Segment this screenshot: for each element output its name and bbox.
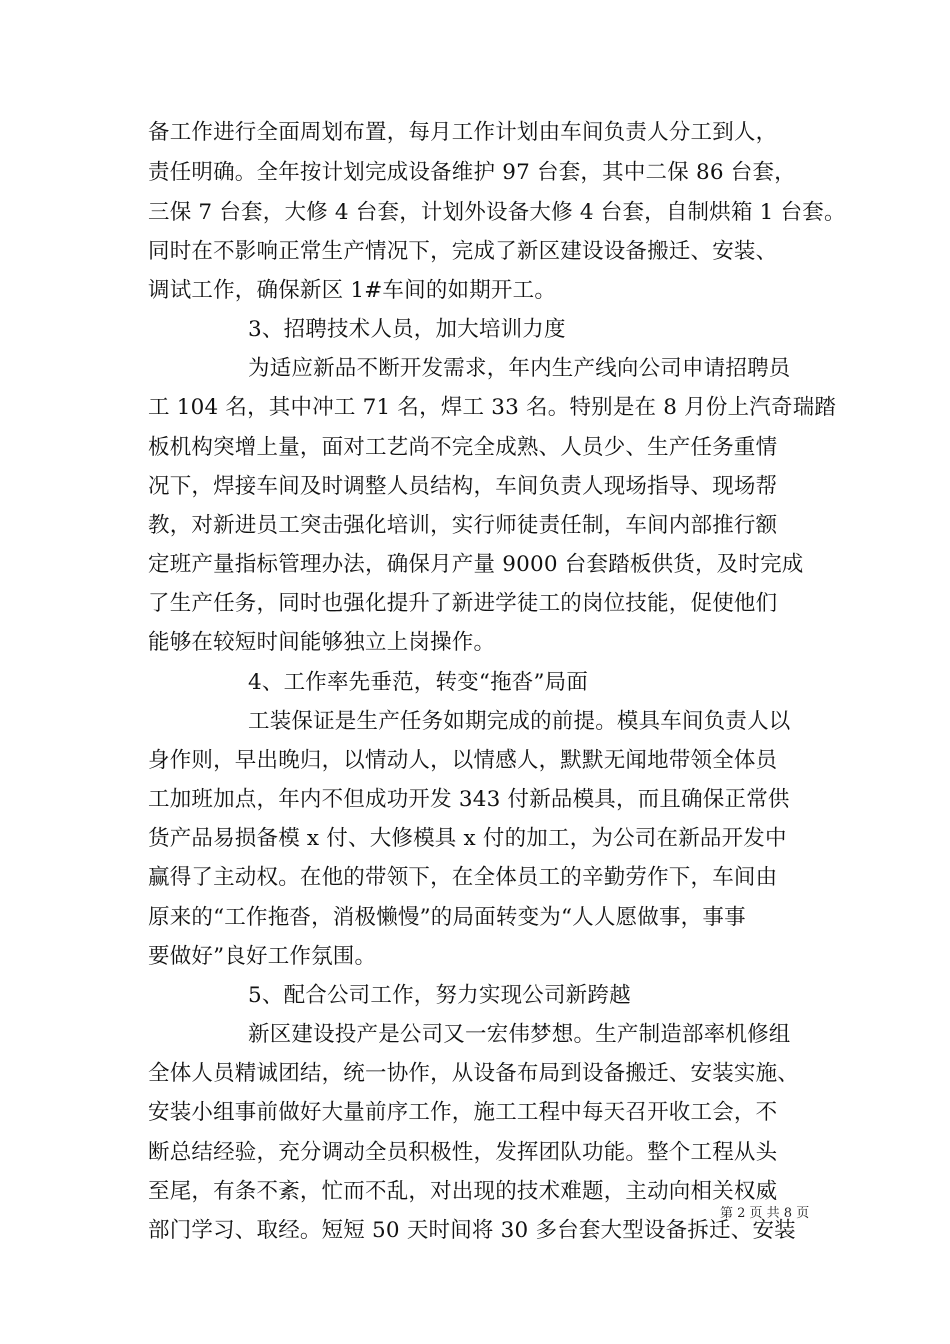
section-heading-5: 5、配合公司工作，努力实现公司新跨越: [248, 983, 631, 1008]
body-text-line: 新区建设投产是公司又一宏伟梦想。生产制造部率机修组: [248, 1022, 791, 1047]
body-text-line: 定班产量指标管理办法，确保月产量 9000 台套踏板供货，及时完成: [148, 552, 804, 577]
body-text-line: 备工作进行全面周划布置，每月工作计划由车间负责人分工到人，: [148, 120, 778, 145]
body-text-line: 工装保证是生产任务如期完成的前提。模具车间负责人以: [248, 709, 791, 734]
body-text-line: 况下，焊接车间及时调整人员结构，车间负责人现场指导、现场帮: [148, 474, 778, 499]
body-text-line: 原来的“工作拖沓，消极懒慢”的局面转变为“人人愿做事，事事: [148, 905, 746, 930]
body-text-line: 为适应新品不断开发需求，年内生产线向公司申请招聘员: [248, 356, 791, 381]
body-text-line: 同时在不影响正常生产情况下，完成了新区建设设备搬迁、安装、: [148, 239, 778, 264]
page-number-footer: 第 2 页 共 8 页: [720, 1206, 810, 1221]
body-text-line: 身作则，早出晚归，以情动人，以情感人，默默无闻地带领全体员: [148, 748, 778, 773]
body-text-line: 断总结经验，充分调动全员积极性，发挥团队功能。整个工程从头: [148, 1140, 778, 1165]
body-text-line: 部门学习、取经。短短 50 天时间将 30 多台套大型设备拆迁、安装: [148, 1218, 796, 1243]
body-text-line: 赢得了主动权。在他的带领下，在全体员工的辛勤劳作下，车间由: [148, 865, 778, 890]
body-text-line: 安装小组事前做好大量前序工作，施工工程中每天召开收工会，不: [148, 1100, 778, 1125]
body-text-line: 调试工作，确保新区 1#车间的如期开工。: [148, 278, 557, 303]
body-text-line: 板机构突增上量，面对工艺尚不完全成熟、人员少、生产任务重情: [148, 435, 778, 460]
body-text-line: 至尾，有条不紊，忙而不乱，对出现的技术难题，主动向相关权威: [148, 1179, 778, 1204]
body-text-line: 工加班加点，年内不但成功开发 343 付新品模具，而且确保正常供: [148, 787, 790, 812]
section-heading-4: 4、工作率先垂范，转变“拖沓”局面: [248, 670, 589, 695]
body-text-line: 货产品易损备模 x 付、大修模具 x 付的加工，为公司在新品开发中: [148, 826, 787, 851]
body-text-line: 工 104 名，其中冲工 71 名，焊工 33 名。特别是在 8 月份上汽奇瑞踏: [148, 395, 837, 420]
body-text-line: 了生产任务，同时也强化提升了新进学徒工的岗位技能，促使他们: [148, 591, 778, 616]
body-text-line: 全体人员精诚团结，统一协作，从设备布局到设备搬迁、安装实施、: [148, 1061, 800, 1086]
body-text-line: 三保 7 台套，大修 4 台套，计划外设备大修 4 台套，自制烘箱 1 台套。: [148, 200, 846, 225]
section-heading-3: 3、招聘技术人员，加大培训力度: [248, 317, 566, 342]
body-text-line: 教，对新进员工突击强化培训，实行师徒责任制，车间内部推行额: [148, 513, 778, 538]
body-text-line: 要做好”良好工作氛围。: [148, 944, 377, 969]
body-text-line: 能够在较短时间能够独立上岗操作。: [148, 630, 496, 655]
body-text-line: 责任明确。全年按计划完成设备维护 97 台套，其中二保 86 台套，: [148, 160, 796, 185]
